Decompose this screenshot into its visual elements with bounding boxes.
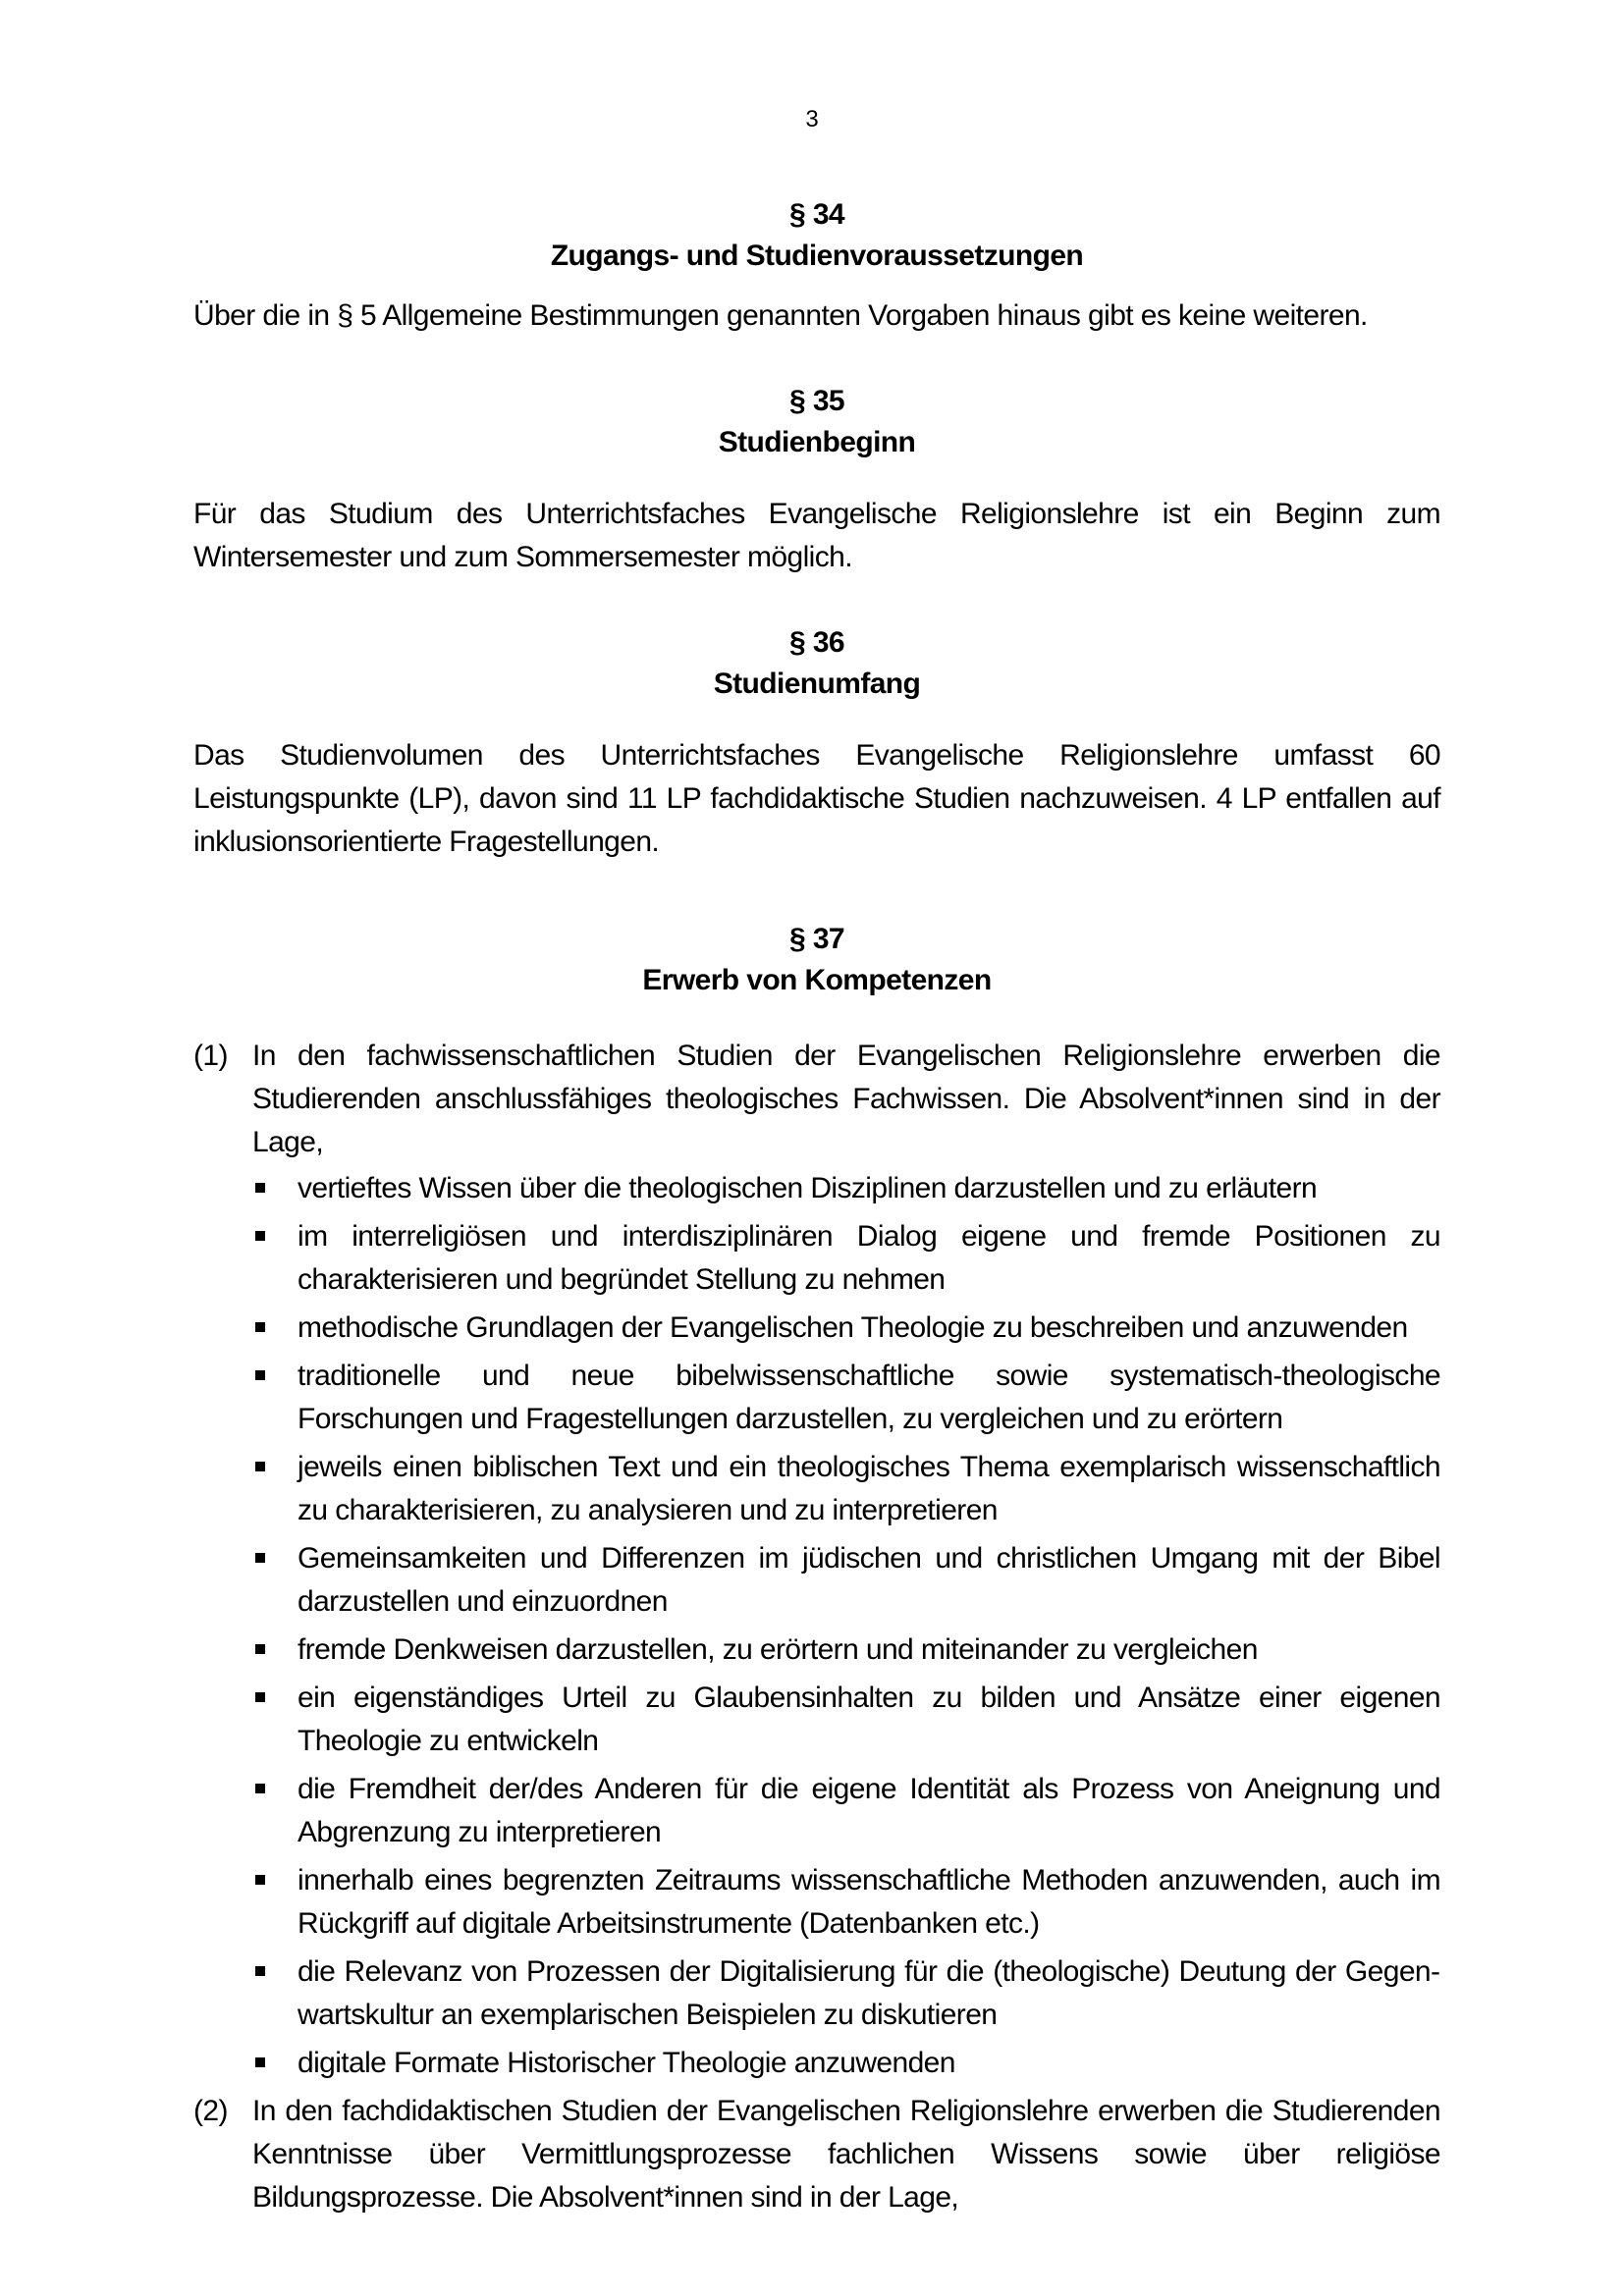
paragraph-text: In den fachwissenschaftlichen Studien der Evangelischen Religionslehre erwerben die Studierenden anschlussfähiges theologisches Fachwissen. Die Absolvent*innen sind in der Lage, (252, 1040, 1440, 1158)
section-34-number: § 34 (789, 198, 844, 231)
square-bullet-icon (252, 1307, 298, 1350)
section-37-body (193, 1035, 1440, 2219)
square-bullet-icon (252, 1859, 298, 1946)
list-item-text: vertieftes Wissen über die theologischen Disziplinen darzustellen und zu erläutern (298, 1172, 1318, 1204)
list-item-text: digitale Formate Historischer Theologie anzuwenden (298, 2047, 955, 2079)
section-36-title: Studienumfang (713, 667, 921, 700)
section-34-title: Zugangs- und Studienvoraussetzungen (550, 240, 1084, 272)
document-content (193, 194, 1440, 2219)
section-37 (193, 919, 1440, 2219)
square-bullet-icon (252, 1446, 298, 1532)
section-35-title: Studienbeginn (718, 426, 916, 458)
page-number: 3 (805, 106, 819, 133)
list-item-text: im interreligiösen und interdisziplinären Dialog eigene und fremde Positionen zu charakterisieren und begründet Stellung zu nehmen (298, 1220, 1440, 1296)
section-34 (193, 194, 1440, 338)
section-36-text: Das Studienvolumen des Unterrichtsfaches Evangelische Religionslehre umfasst 60 Leistungspunkte (LP), davon sind 11 LP fachdidaktische Studien nachzuweisen. 4 LP entfallen auf inklusionsorientierte Fragestellungen. (193, 739, 1440, 858)
list-item (252, 1215, 1440, 1302)
list-item (252, 1537, 1440, 1624)
list-item-text: fremde Denkweisen darzustellen, zu erörtern und miteinander zu vergleichen (298, 1633, 1258, 1666)
numbered-paragraph-1 (193, 1035, 1440, 1164)
section-34-text: Über die in § 5 Allgemeine Bestimmungen genannten Vorgaben hinaus gibt es keine weiteren. (193, 299, 1368, 332)
list-item (252, 1446, 1440, 1532)
list-item-text: jeweils einen biblischen Text und ein theologisches Thema exemplarisch wissenschaftlich zu charakterisieren, zu analysieren und zu interpretieren (298, 1451, 1440, 1526)
section-35 (193, 381, 1440, 579)
square-bullet-icon (252, 1629, 298, 1672)
list-item (252, 1950, 1440, 2037)
list-item-text: methodische Grundlagen der Evangelischen Theologie zu beschreiben und anzuwenden (298, 1311, 1408, 1344)
square-bullet-icon (252, 1215, 298, 1302)
section-36-number: § 36 (789, 626, 844, 659)
list-item (252, 1768, 1440, 1854)
square-bullet-icon (252, 1768, 298, 1854)
list-item-text: Gemeinsamkeiten und Differenzen im jüdischen und christlichen Umgang mit der Bibel darzustellen und einzuordnen (298, 1542, 1440, 1618)
numbered-paragraph-2 (193, 2090, 1440, 2219)
list-item (252, 1677, 1440, 1763)
section-36 (193, 622, 1440, 864)
list-item (252, 1307, 1440, 1350)
section-35-text: Für das Studium des Unterrichtsfaches Evangelische Religionslehre ist ein Beginn zum Wintersemester und zum Sommersemester möglich. (193, 498, 1440, 573)
square-bullet-icon (252, 1537, 298, 1624)
square-bullet-icon (252, 1167, 298, 1210)
paragraph-label: (2) (193, 2095, 228, 2127)
paragraph-label: (1) (193, 1040, 228, 1072)
list-item-text: die Fremdheit der/des Anderen für die eigene Identität als Prozess von Aneignung und Abgrenzung zu interpretieren (298, 1773, 1440, 1848)
list-item-text: innerhalb eines begrenzten Zeitraums wissenschaftliche Methoden anzuwenden, auch im Rückgriff auf digitale Arbeitsinstrumente (Datenbanken etc.) (298, 1864, 1440, 1940)
list-item (252, 2042, 1440, 2085)
list-item (252, 1629, 1440, 1672)
list-item-text: traditionelle und neue bibelwissenschaftliche sowie systematisch-theologische Forschungen und Fragestellungen darzustellen, zu vergleichen und zu erörtern (298, 1360, 1440, 1435)
section-37-title: Erwerb von Kompetenzen (642, 964, 992, 996)
paragraph-text: In den fachdidaktischen Studien der Evangelischen Religionslehre erwerben die Studierenden Kenntnisse über Vermittlungsprozesse fachlichen Wissens sowie über religiöse Bildungsprozesse. Die Absolvent*innen sind in der Lage, (252, 2095, 1440, 2214)
square-bullet-icon (252, 1355, 298, 1441)
list-item-text: die Relevanz von Prozessen der Digitalisierung für die (theologische) Deutung der Gegenwartskultur an exemplarischen Beispielen zu diskutieren (298, 1955, 1440, 2031)
list-item (252, 1355, 1440, 1441)
list-item-text: ein eigenständiges Urteil zu Glaubensinhalten zu bilden und Ansätze einer eigenen Theologie zu entwickeln (298, 1682, 1440, 1757)
list-item (252, 1167, 1440, 1210)
section-37-number: § 37 (789, 923, 844, 955)
competence-list (193, 1167, 1440, 2085)
square-bullet-icon (252, 1950, 298, 2037)
square-bullet-icon (252, 2042, 298, 2085)
square-bullet-icon (252, 1677, 298, 1763)
list-item (252, 1859, 1440, 1946)
section-35-number: § 35 (789, 385, 844, 417)
